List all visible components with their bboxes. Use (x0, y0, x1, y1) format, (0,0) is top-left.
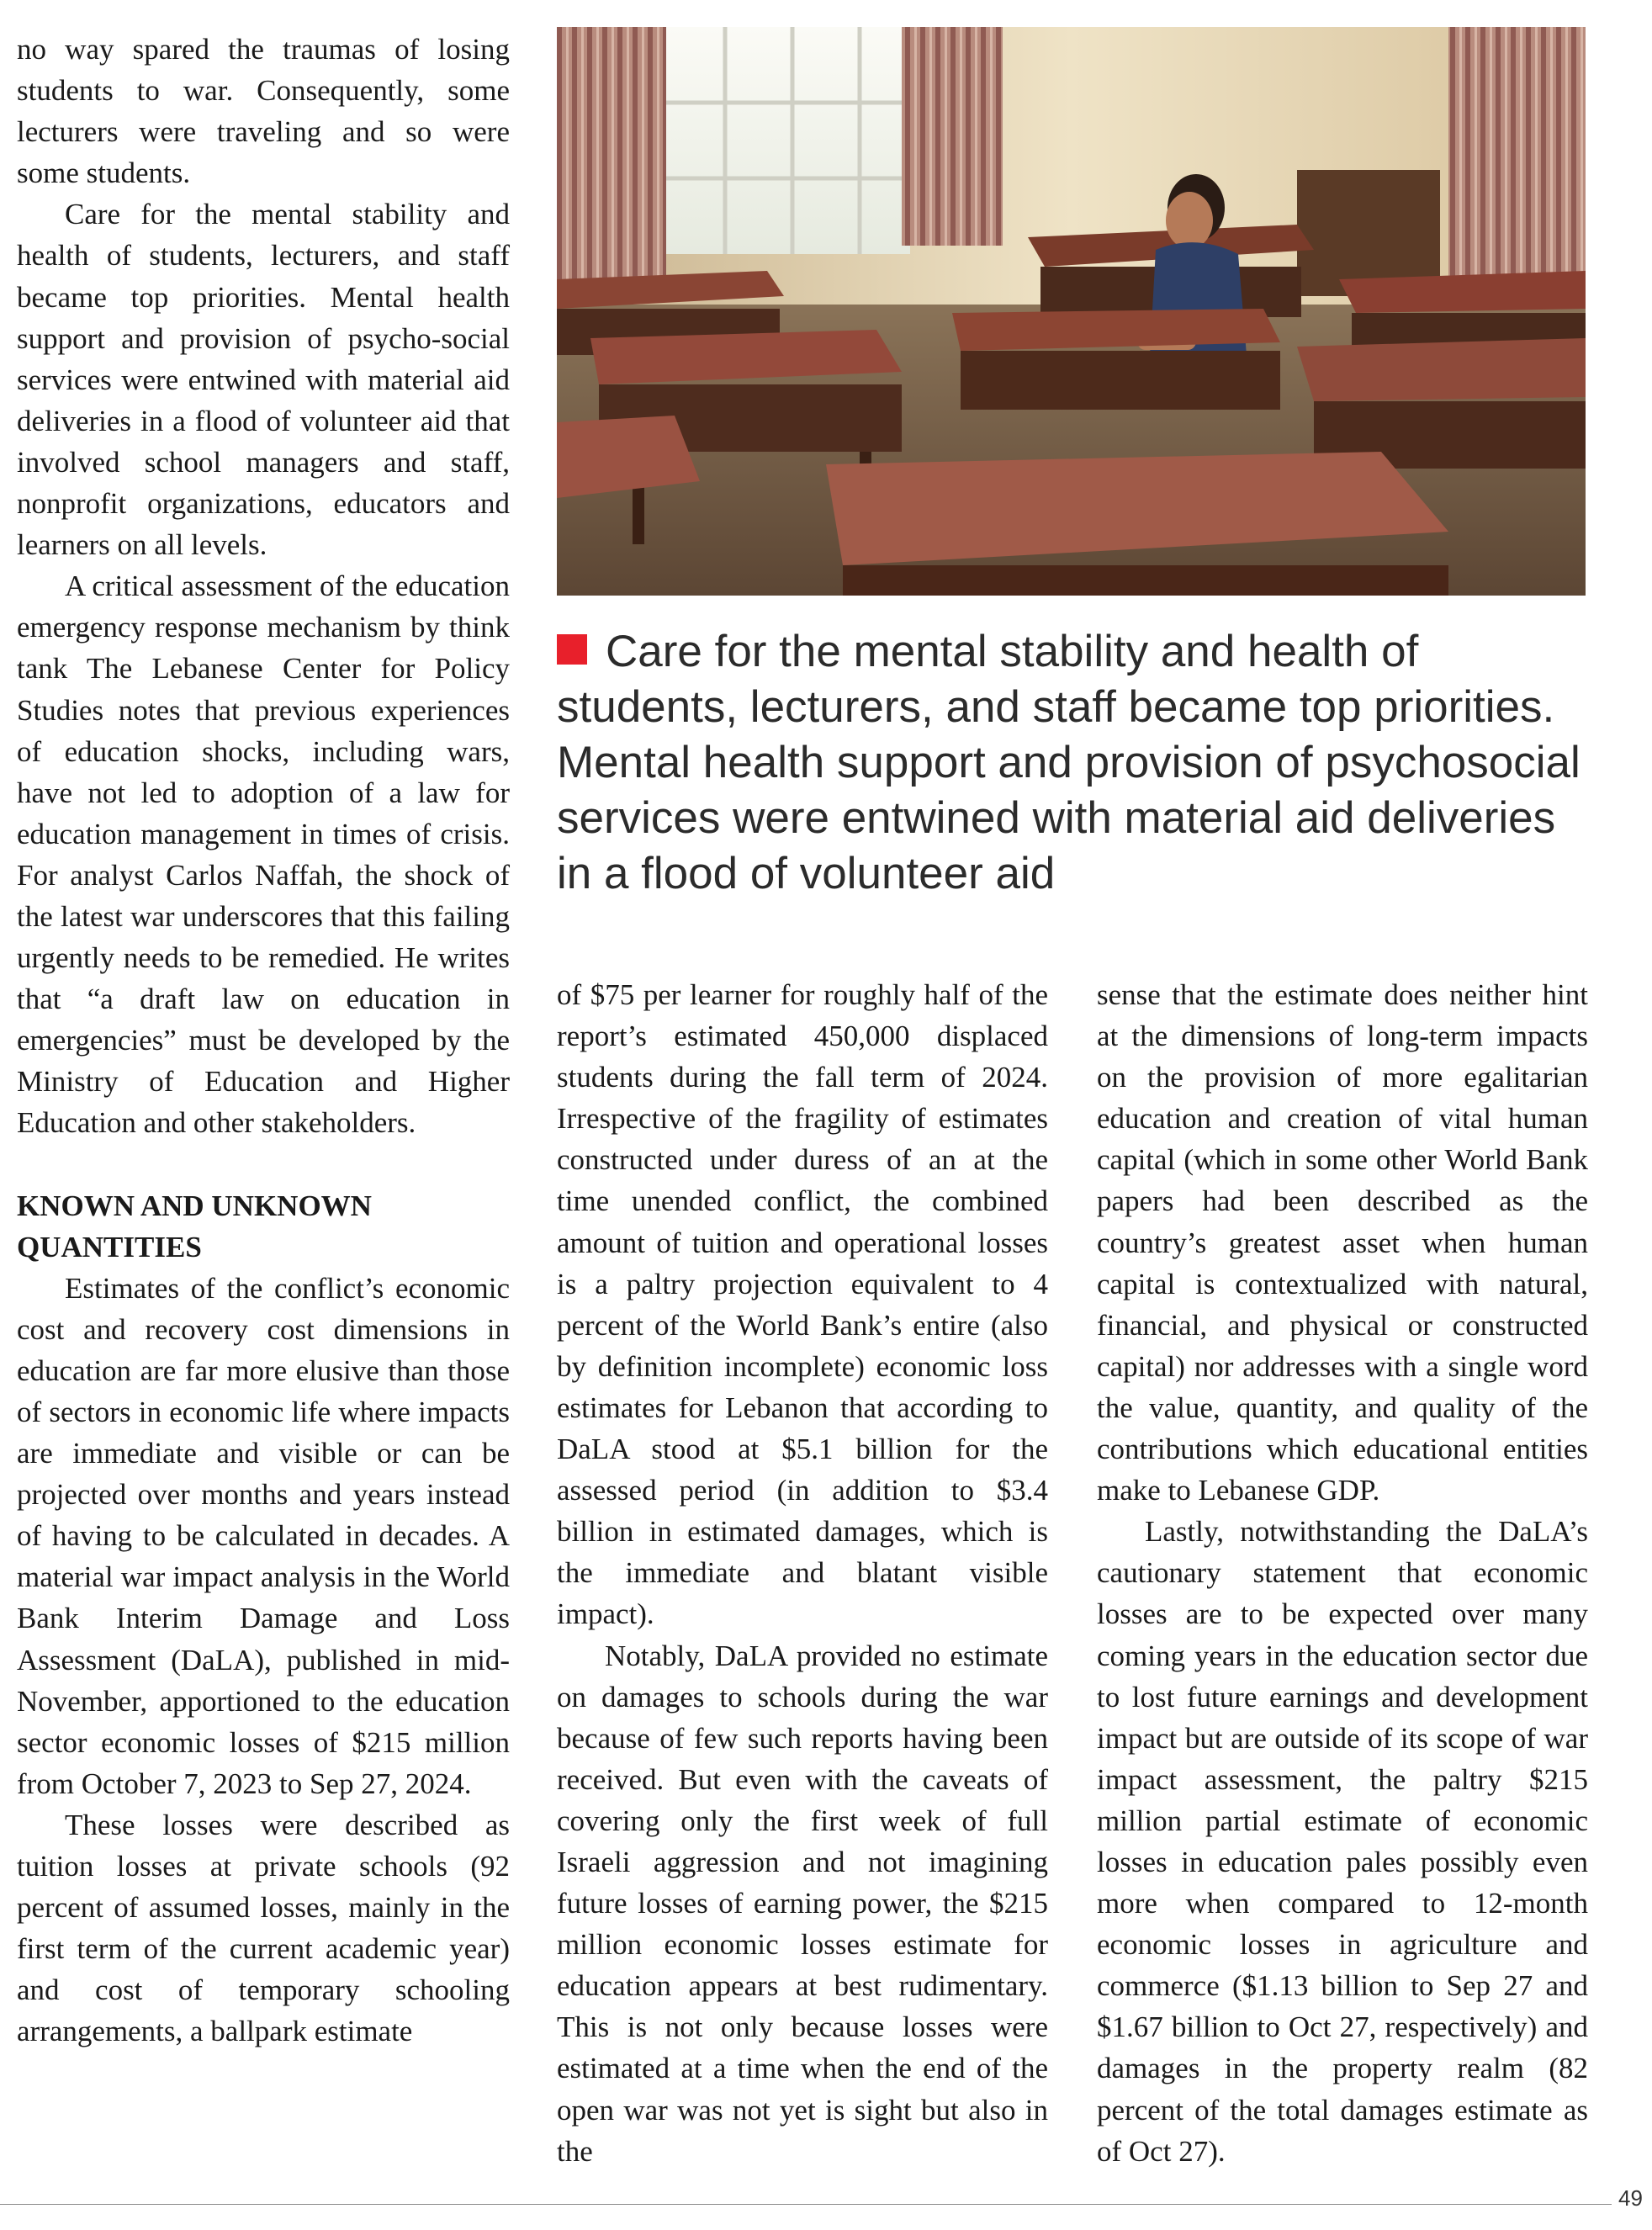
paragraph: Notably, DaLA provided no estimate on damages to schools during the war because of few such reports having been received. But even with the caveats of covering only the first week of full Israeli aggression and not imagining future losses of earning power, the $215 million economic losses estimate for education appears at best rudimentary. This is not only because losses were estimated at a time when the end of the open war was not yet is sight but also in the (557, 1639, 1048, 2168)
paragraph: Lastly, notwithstanding the DaLA’s cautionary statement that economic losses are to be expected over many coming years in the education sector due to lost future earnings and development impact but are outside of its scope of war impact assessment, the paltry $215 million partial estimate of economic losses in education pales possibly even more when compared to 12-month economic losses in agriculture and commerce ($1.13 billion to Sep 27 and $1.67 billion to Oct 27, respectively) and damages in the property realm (82 percent of the total damages estimate as of Oct 27). (1097, 1515, 1588, 2168)
paragraph: These losses were described as tuition losses at private schools (92 percent of assumed losses, mainly in the first term of the current academic year) and cost of temporary schooling arrangements, a ballpark estimate (17, 1808, 510, 2048)
paragraph: sense that the estimate does neither hint at the dimensions of long-term impacts on the provision of more egalitarian education and creation of vital human capital (which in some other World Bank papers had been described as the country’s greatest asset when human capital is contextualized with natural, financial, and physical or constructed capital) nor addresses with a single word the value, quantity, and quality of the contributions which educational entities make to Lebanese GDP. (1097, 978, 1588, 1507)
page-number: 49 (1618, 2185, 1643, 2211)
paragraph: A critical assessment of the education emergency response mechanism by think tank The Lebanese Center for Policy Studies notes that previous experiences of education shocks, including wars, have not led to adoption of a law for education management in times of crisis. For analyst Carlos Naffah, the shock of the latest war underscores that this failing urgently needs to be remedied. He writes that “a draft law on education in emergencies” must be developed by the Ministry of Education and Higher Education and other stakeholders. (17, 569, 510, 1140)
paragraph: Estimates of the conflict’s economic cost and recovery cost dimensions in education are far more elusive than those of sectors in economic life where impacts are immediate and visible or can be projected over months and years instead of having to be calculated in decades. A material war impact analysis in the World Bank Interim Damage and Loss Assessment (DaLA), published in mid-November, apportioned to the education sector economic losses of $215 million from October 7, 2023 to Sep 27, 2024. (17, 1271, 510, 1800)
text-column-left (17, 29, 510, 2053)
text-column-middle (557, 974, 1048, 2172)
classroom-photo (557, 27, 1586, 596)
section-heading: KNOWN AND UNKNOWN QUANTITIES (17, 1189, 372, 1263)
paragraph: Care for the mental stability and health of students, lecturers, and staff became top priorities. Mental health support and provision of psycho-social services were entwined with material aid deliveries in a flood of volunteer aid that involved school managers and staff, nonprofit organizations, educators and learners on all levels. (17, 198, 510, 562)
text-column-right (1097, 974, 1588, 2172)
section-spacer (17, 1144, 510, 1185)
red-square-marker (557, 634, 587, 665)
paragraph: of $75 per learner for roughly half of the report’s estimated 450,000 displaced students during the fall term of 2024. Irrespective of the fragility of estimates constructed under duress of an at the time unended conflict, the combined amount of tuition and operational losses is a paltry projection equivalent to 4 percent of the World Bank’s entire (also by definition incomplete) economic loss estimates for Lebanon that according to DaLA stood at $5.1 billion for the assessed period (in addition to $3.4 billion in estimated damages, which is the immediate and blatant visible impact). (557, 978, 1048, 1631)
pull-quote (557, 624, 1591, 902)
paragraph: no way spared the traumas of losing students to war. Consequently, some lecturers were traveling and so were some students. (17, 33, 510, 190)
footer-rule (0, 2204, 1612, 2205)
pull-quote-text: Care for the mental stability and health of students, lecturers, and staff became top priorities. Mental health support and provision of psychosocial services were entwined with material aid deliveries in a flood of volunteer aid (557, 627, 1581, 898)
classroom-illustration (557, 27, 1586, 596)
